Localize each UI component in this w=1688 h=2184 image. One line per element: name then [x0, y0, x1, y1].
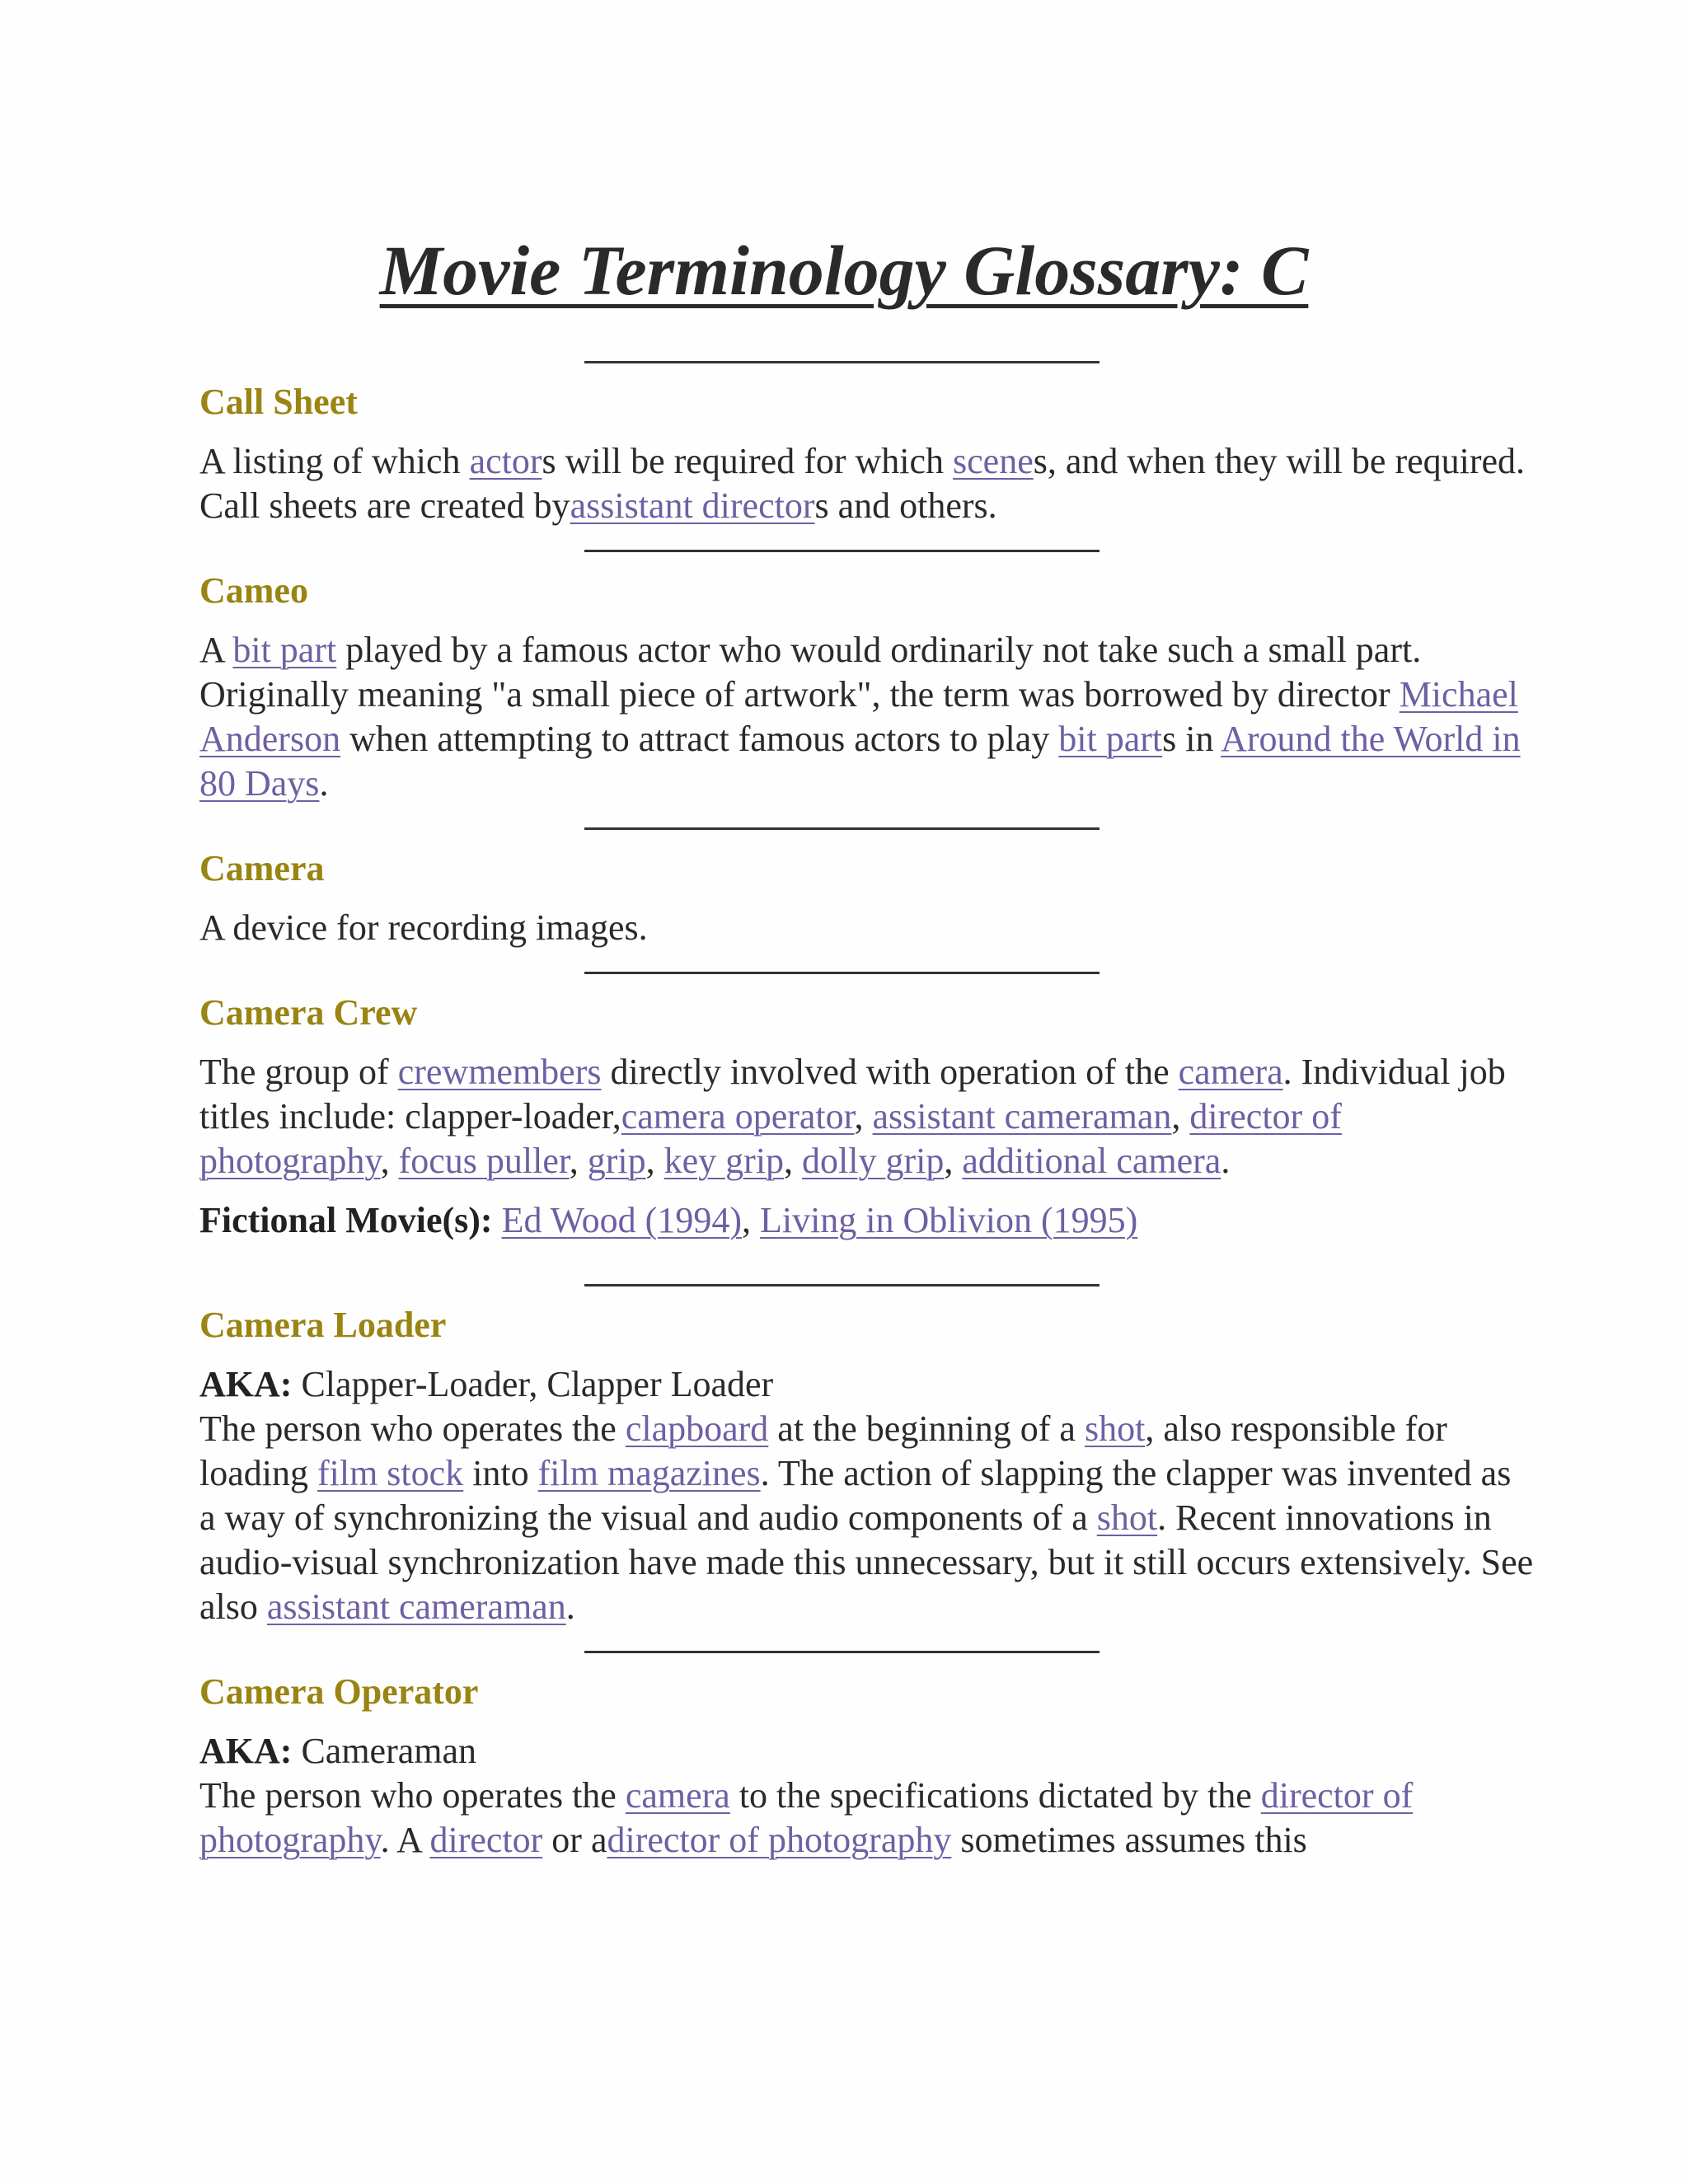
- term-camera: Camera: [199, 848, 325, 888]
- link-camera-2[interactable]: camera: [625, 1775, 730, 1816]
- link-director-of-photography-2[interactable]: director of photography: [199, 1775, 1414, 1860]
- definition-cameo: A bit part played by a famous actor who would ordinarily not take such a small part. Originally meaning "a small piece of artwork", the term was borrowed by director Michael Anderson when attempting to attract famous actors to play bit parts in Around the World in 80 Days.: [199, 630, 1521, 804]
- term-call-sheet: Call Sheet: [199, 382, 358, 422]
- page-title: Movie Terminology Glossary: C: [379, 231, 1309, 310]
- definition-camera-loader: The person who operates the clapboard at the beginning of a shot, also responsible for loading film stock into film magazines. The action of slapping the clapper was invented as a way of synchronizing the visual and audio components of a shot. Recent innovations in audio-visual synchronization have made this unnecessary, but it still occurs extensively. See also assistant cameraman.: [199, 1408, 1534, 1627]
- link-ed-wood[interactable]: Ed Wood (1994): [501, 1200, 742, 1240]
- link-key-grip[interactable]: key grip: [663, 1141, 785, 1181]
- link-shot-2[interactable]: shot: [1096, 1497, 1158, 1538]
- link-director-of-photography-3[interactable]: director of photography: [607, 1820, 952, 1860]
- link-assistant-cameraman[interactable]: assistant cameraman: [872, 1096, 1172, 1137]
- term-camera-crew: Camera Crew: [199, 992, 418, 1033]
- definition-call-sheet: A listing of which actors will be required for which scenes, and when they will be required. Call sheets are created byassistant directors and others.: [199, 441, 1526, 526]
- link-bit-part-2[interactable]: bit part: [1058, 719, 1163, 759]
- link-assistant-cameraman-2[interactable]: assistant cameraman: [266, 1586, 566, 1627]
- link-film-magazines[interactable]: film magazines: [537, 1453, 761, 1493]
- divider: [584, 1651, 1100, 1653]
- link-film-stock[interactable]: film stock: [316, 1453, 464, 1493]
- term-cameo: Cameo: [199, 570, 308, 611]
- definition-camera-crew: The group of crewmembers directly involved with operation of the camera. Individual job titles include: clapper-loader,camera operator, assistant cameraman, director of photography, focus puller, grip, key grip, dolly grip, additional camera.: [199, 1052, 1506, 1181]
- link-camera[interactable]: camera: [1178, 1052, 1283, 1092]
- divider: [584, 1284, 1100, 1286]
- term-camera-operator: Camera Operator: [199, 1671, 479, 1712]
- link-bit-part[interactable]: bit part: [232, 630, 337, 670]
- link-scene[interactable]: scene: [953, 441, 1034, 481]
- link-focus-puller[interactable]: focus puller: [398, 1141, 570, 1181]
- link-camera-operator[interactable]: camera operator: [621, 1096, 855, 1137]
- link-clapboard[interactable]: clapboard: [625, 1408, 769, 1449]
- aka-camera-loader: AKA: Clapper-Loader, Clapper Loader: [199, 1364, 774, 1404]
- fictional-label: Fictional Movie(s):: [199, 1200, 493, 1240]
- divider: [584, 550, 1100, 552]
- glossary-content: [199, 361, 1535, 1863]
- link-shot[interactable]: shot: [1084, 1408, 1146, 1449]
- term-camera-loader: Camera Loader: [199, 1305, 447, 1345]
- fictional-movies: Fictional Movie(s): Ed Wood (1994), Living in Oblivion (1995): [199, 1200, 1138, 1240]
- link-living-in-oblivion[interactable]: Living in Oblivion (1995): [759, 1200, 1138, 1240]
- aka-camera-operator: AKA: Cameraman: [199, 1731, 477, 1771]
- divider: [584, 827, 1100, 830]
- definition-camera-operator: The person who operates the camera to the specifications dictated by the director of photography. A director or adirector of photography sometimes assumes this: [199, 1775, 1414, 1860]
- link-grip[interactable]: grip: [587, 1141, 646, 1181]
- link-director[interactable]: director: [429, 1820, 543, 1860]
- link-crewmembers[interactable]: crewmembers: [397, 1052, 602, 1092]
- link-dolly-grip[interactable]: dolly grip: [802, 1141, 945, 1181]
- link-director-of-photography[interactable]: director of photography: [199, 1096, 1342, 1181]
- divider: [584, 361, 1100, 363]
- link-additional-camera[interactable]: additional camera: [962, 1141, 1221, 1181]
- link-actor[interactable]: actor: [469, 441, 542, 481]
- definition-camera: A device for recording images.: [199, 907, 648, 948]
- link-assistant-director[interactable]: assistant director: [570, 485, 815, 526]
- link-around-the-world[interactable]: Around the World in 80 Days: [199, 719, 1521, 804]
- divider: [584, 972, 1100, 974]
- link-michael-anderson[interactable]: Michael Anderson: [199, 674, 1518, 759]
